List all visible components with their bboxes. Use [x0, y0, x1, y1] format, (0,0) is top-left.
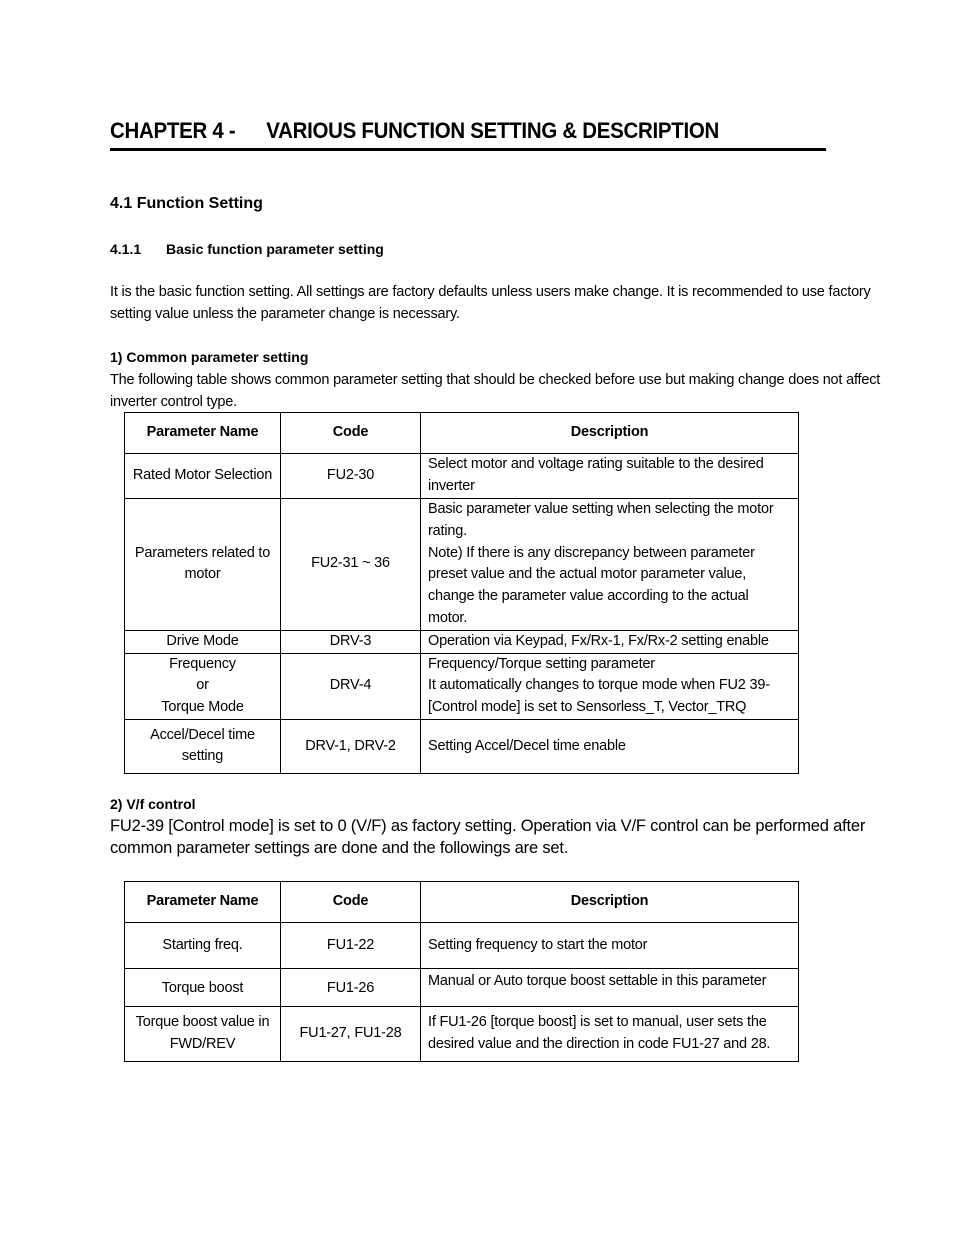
common-parameter-table [124, 412, 799, 774]
param-description: Manual or Auto torque boost settable in this parameter [421, 969, 799, 1007]
param-name [125, 653, 281, 719]
param-code: DRV-4 [281, 653, 421, 719]
table-row [125, 499, 799, 631]
description-line: Basic parameter value setting when selecting the motor rating. [428, 501, 774, 539]
param-description: Operation via Keypad, Fx/Rx-1, Fx/Rx-2 setting enable [421, 630, 799, 653]
section-title: 4.1 Function Setting [110, 195, 263, 212]
description-line: It automatically changes to torque mode when FU2 39-[Control mode] is set to Sensorless_T, Vector_TRQ [428, 677, 770, 716]
vf-heading: 2) V/f control [110, 796, 196, 812]
vf-parameter-table [124, 881, 799, 1062]
param-name: Torque boost value in FWD/REV [125, 1007, 281, 1062]
header-description: Description [421, 882, 799, 923]
param-code: FU1-27, FU1-28 [281, 1007, 421, 1062]
table-row [125, 630, 799, 653]
intro-paragraph: It is the basic function setting. All settings are factory defaults unless users make change. It is recommended to use factory setting value unless the parameter change is necessary. [110, 284, 871, 322]
table-row [125, 1007, 799, 1062]
name-line: or [196, 677, 209, 694]
param-name: Parameters related to motor [125, 499, 281, 631]
param-code: FU1-26 [281, 969, 421, 1007]
table-row [125, 653, 799, 719]
table-row [125, 719, 799, 773]
param-description: Select motor and voltage rating suitable to the desired inverter [421, 454, 799, 499]
common-paragraph: The following table shows common parameter setting that should be checked before use but making change does not affect inverter control type. [110, 372, 881, 410]
param-name: Drive Mode [125, 630, 281, 653]
param-description [421, 499, 799, 631]
name-line: Frequency [169, 655, 236, 672]
header-code: Code [281, 413, 421, 454]
table-header-row [125, 882, 799, 923]
header-description: Description [421, 413, 799, 454]
header-parameter-name: Parameter Name [125, 413, 281, 454]
subsection-heading [110, 241, 384, 257]
description-note: Note) If there is any discrepancy between parameter preset value and the actual motor parameter value, change the parameter value according to the actual motor. [428, 544, 755, 626]
param-code: DRV-1, DRV-2 [281, 719, 421, 773]
header-code: Code [281, 882, 421, 923]
common-heading: 1) Common parameter setting [110, 349, 309, 365]
param-code: FU1-22 [281, 923, 421, 969]
vf-paragraph: FU2-39 [Control mode] is set to 0 (V/F) as factory setting. Operation via V/F control can be performed after common parameter settings are done and the followings are set. [110, 817, 866, 857]
subsection-title: Basic function parameter setting [166, 241, 384, 257]
subsection-number: 4.1.1 [110, 241, 142, 257]
table-header-row [125, 413, 799, 454]
chapter-number: CHAPTER 4 - [110, 118, 236, 143]
param-name: Rated Motor Selection [125, 454, 281, 499]
param-description: Setting frequency to start the motor [421, 923, 799, 969]
param-code: FU2-30 [281, 454, 421, 499]
param-code: DRV-3 [281, 630, 421, 653]
table-row [125, 969, 799, 1007]
description-line: Frequency/Torque setting parameter [428, 655, 655, 672]
table-row [125, 923, 799, 969]
param-description: If FU1-26 [torque boost] is set to manual, user sets the desired value and the direction in code FU1-27 and 28. [421, 1007, 799, 1062]
param-code: FU2-31 ~ 36 [281, 499, 421, 631]
param-name: Torque boost [125, 969, 281, 1007]
param-name: Starting freq. [125, 923, 281, 969]
chapter-heading [110, 118, 826, 151]
name-line: Torque Mode [161, 699, 244, 716]
header-parameter-name: Parameter Name [125, 882, 281, 923]
table-row [125, 454, 799, 499]
param-description: Setting Accel/Decel time enable [421, 719, 799, 773]
param-name: Accel/Decel time setting [125, 719, 281, 773]
param-description [421, 653, 799, 719]
chapter-title: VARIOUS FUNCTION SETTING & DESCRIPTION [266, 118, 720, 143]
